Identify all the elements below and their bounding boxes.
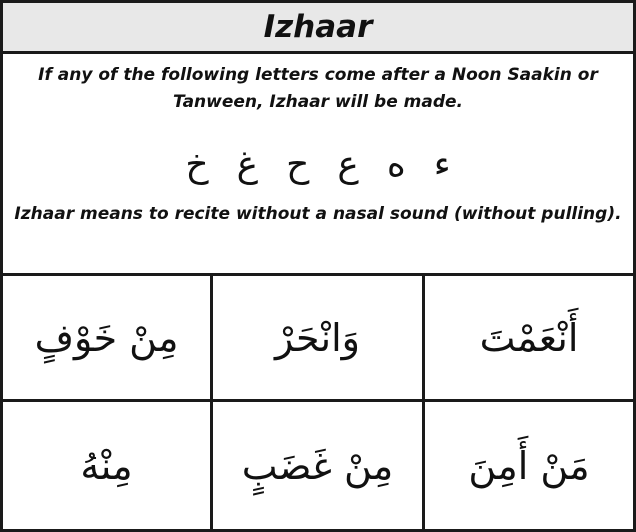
izhaar-letters — [3, 140, 633, 188]
example-cell: وَانْحَرْ — [213, 276, 425, 402]
example-cell: مَنْ أَمِنَ — [468, 443, 590, 488]
example-cell: أَنْعَمْتَ — [425, 276, 633, 402]
letter-kha: خ — [185, 143, 209, 185]
example-cell: مِنْ خَوْفٍ — [3, 276, 213, 402]
meaning-text: Izhaar means to recite without a nasal sound (without pulling). — [14, 204, 622, 224]
page-title: Izhaar — [263, 9, 373, 45]
letter-ha-small: ه — [386, 143, 406, 185]
letter-ain: ع — [337, 143, 359, 185]
letter-ha: ح — [286, 143, 310, 185]
examples-grid — [3, 276, 633, 529]
rule-text: If any of the following letters come after a Noon Saakin or Tanween, Izhaar will be made. — [38, 65, 598, 112]
example-cell: مِنْهُ — [3, 402, 213, 529]
letter-ghain: غ — [236, 143, 259, 185]
title-bar — [3, 3, 633, 54]
intro-section — [3, 54, 633, 276]
letter-hamza: ء — [433, 143, 451, 185]
example-cell: مِنْ غَضَبٍ — [213, 402, 425, 529]
